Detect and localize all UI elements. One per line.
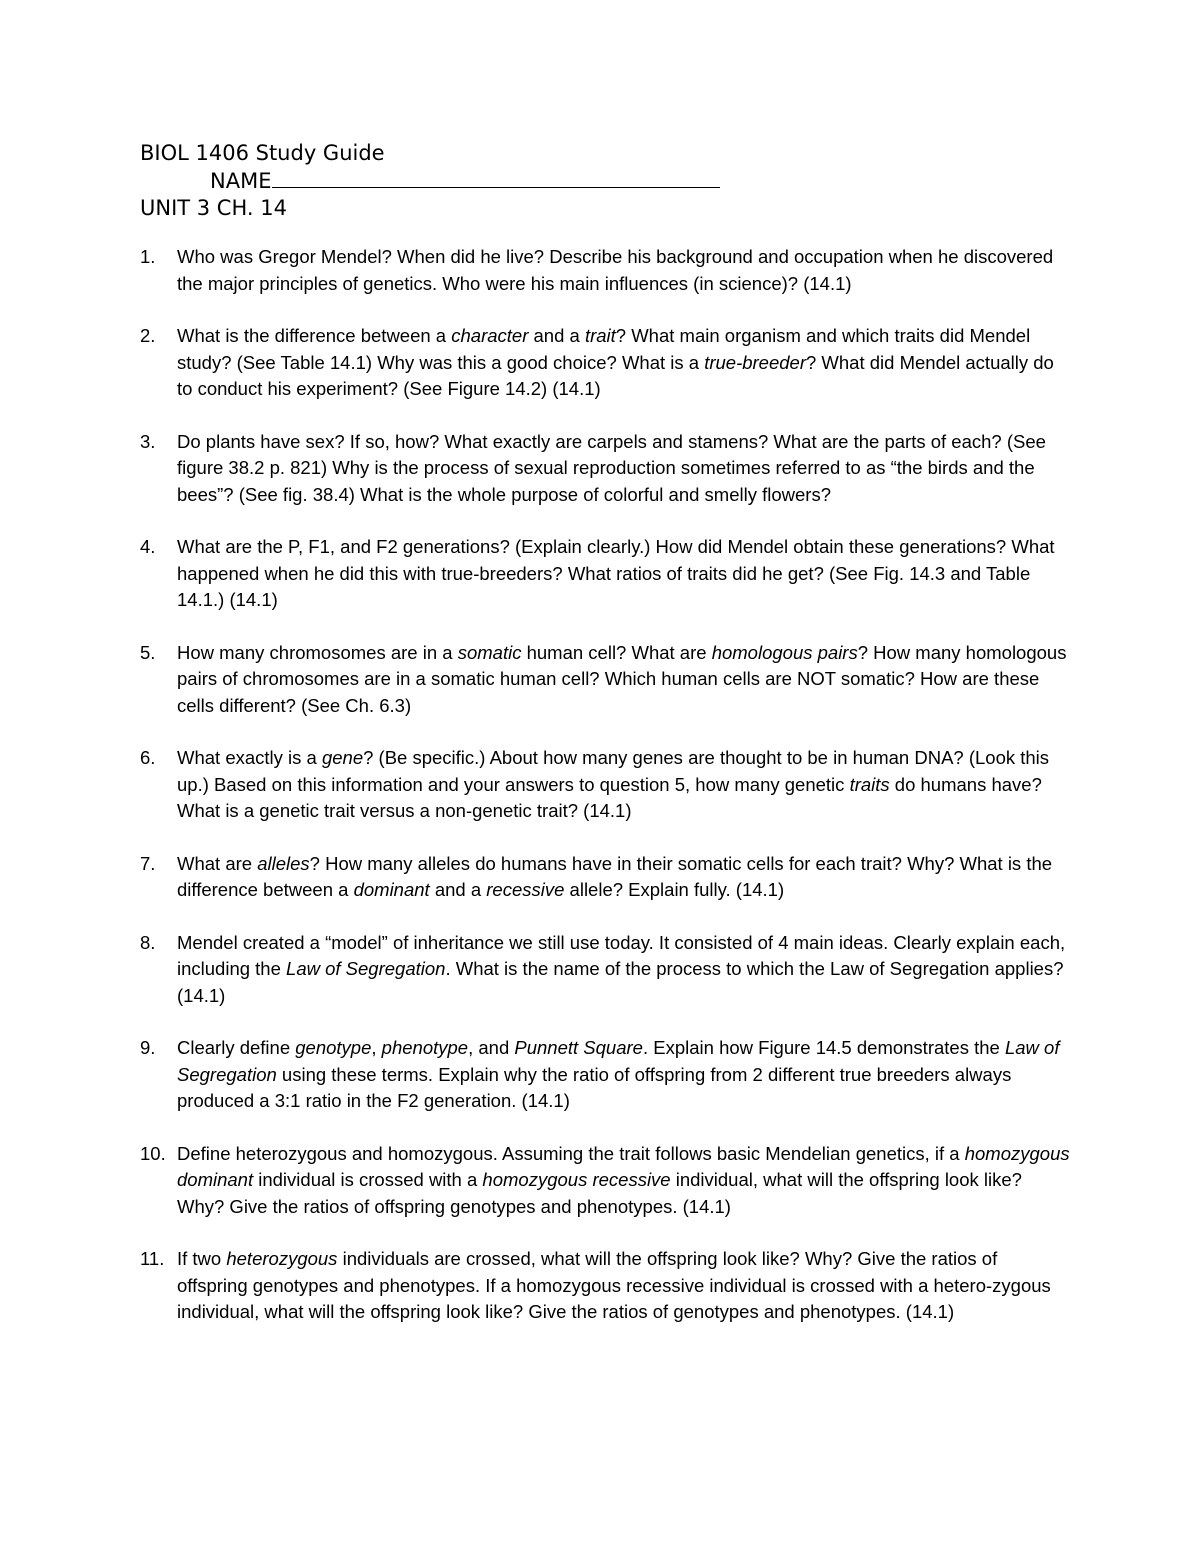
question-number: 3. [140,430,156,452]
question-text-segment: ? How many alleles do humans have in their somatic cells for each trait? Why? What is the difference between a [177,852,1053,900]
italic-term: gene [321,747,364,768]
question-text [177,429,1070,509]
italic-term: alleles [257,852,310,874]
question-item [140,429,1070,509]
italic-term: phenotype [381,1037,469,1058]
question-text-segment: Clearly define [177,1037,296,1058]
italic-term: dominant [353,879,430,900]
question-text-segment: . Explain how Figure 14.5 demonstrates the [642,1037,1005,1058]
italic-term: Law of Segregation [286,958,446,979]
italic-term: homozygous dominant [177,1142,1070,1190]
question-item [140,1141,1070,1221]
question-list [140,244,1070,1352]
question-text [177,1246,1070,1326]
question-number: 11. [140,1248,165,1269]
question-text-segment: ? (Be specific.) About how many genes are thought to be in human DNA? (Look this up.) Based on this information and your answers to question 5, how many genetic [177,747,1050,795]
question-text-segment: individuals are crossed, what will the offspring look like? Why? Give the ratios of offspring genotypes and phenotypes. If a homozygous recessive individual is crossed with a hetero-zygous individual, what will the offspring look like? Give the ratios of genotypes and phenotypes. (14.1) [177,1248,1051,1322]
question-text-segment: . What is the name of the process to which the Law of Segregation applies? (14.1) [177,958,1064,1006]
question-item [140,745,1070,825]
italic-term: homologous pairs [711,641,858,663]
italic-term: traits [849,773,890,795]
course-title: BIOL 1406 Study Guide [140,141,385,165]
name-label: NAME [210,169,272,193]
question-text-segment: do humans have? What is a genetic trait versus a non-genetic trait? (14.1) [177,773,1042,821]
question-item [140,930,1070,1010]
question-text-segment: , [371,1037,382,1058]
question-item [140,323,1070,403]
question-item [140,851,1070,904]
question-text-segment: and a [528,325,585,346]
question-text-segment: What are the P, F1, and F2 generations? (Explain clearly.) How did Mendel obtain these generations? What happened when he did this with true-breeders? What ratios of traits did he get? (See Fig. 14.3 and Table 14.1.) (14.1) [177,536,1055,610]
question-number: 2. [140,325,156,346]
question-text [177,745,1070,825]
question-item [140,1035,1070,1115]
name-blank-line [272,167,720,188]
question-text-segment: How many chromosomes are in a [177,641,458,663]
italic-term: character [451,325,529,346]
question-text [177,930,1070,1010]
question-number: 6. [140,747,156,768]
question-number: 8. [140,931,156,953]
question-text-segment: allele? Explain fully. (14.1) [564,879,785,900]
question-text [177,640,1070,720]
question-text-segment: If two [177,1248,227,1269]
italic-term: Punnett Square [514,1037,643,1058]
question-item [140,244,1070,297]
question-number: 10. [140,1142,166,1164]
italic-term: homozygous recessive [482,1169,671,1190]
question-text-segment: using these terms. Explain why the ratio of offspring from 2 different true breeders always produced a 3:1 ratio in the F2 generation. (14.1) [177,1063,1012,1111]
question-text-segment: Define heterozygous and homozygous. Assuming the trait follows basic Mendelian genetics, if a [177,1142,965,1164]
question-text-segment: What are [177,852,258,874]
question-text-segment: human cell? What are [521,641,712,663]
question-text-segment: What exactly is a [177,747,322,768]
name-field [140,167,720,195]
question-number: 5. [140,641,156,663]
question-text-segment: ? What main organism and which traits did Mendel study? (See Table 14.1) Why was this a good choice? What is a [177,325,1031,373]
document-header [140,140,720,222]
question-text [177,851,1070,904]
italic-term: recessive [486,879,565,900]
italic-term: somatic [457,641,522,663]
question-text [177,534,1070,614]
question-number: 9. [140,1037,156,1058]
question-text-segment: ? What did Mendel actually do to conduct his experiment? (See Figure 14.2) (14.1) [177,351,1054,399]
question-number: 4. [140,536,156,557]
question-text [177,244,1070,297]
italic-term: heterozygous [226,1248,338,1269]
question-text-segment: individual is crossed with a [253,1169,483,1190]
question-text-segment: ? How many homologous pairs of chromosomes are in a somatic human cell? Which human cells are NOT somatic? How are these cells different? (See Ch. 6.3) [177,641,1067,716]
question-item [140,534,1070,614]
unit-heading: UNIT 3 CH. 14 [140,196,287,220]
question-number: 7. [140,852,156,874]
question-text-segment: , and [468,1037,515,1058]
question-item [140,1246,1070,1326]
question-text-segment: Do plants have sex? If so, how? What exactly are carpels and stamens? What are the parts of each? (See figure 38.2 p. 821) Why is the process of sexual reproduction sometimes referred to as “the birds and the bees”? (See fig. 38.4) What is the whole purpose of colorful and smelly flowers? [177,430,1046,505]
italic-term: genotype [295,1037,372,1058]
question-text-segment: Who was Gregor Mendel? When did he live? Describe his background and occupation when he discovered the major principles of genetics. Who were his main influences (in science)? (14.1) [177,246,1054,294]
question-text-segment: individual, what will the offspring look like? Why? Give the ratios of offspring genotypes and phenotypes. (14.1) [177,1169,1022,1217]
italic-term: true-breeder [704,351,806,373]
question-text [177,1141,1070,1221]
question-text [177,323,1070,403]
question-text [177,1035,1070,1115]
question-text-segment: What is the difference between a [177,325,452,346]
italic-term: trait [584,325,616,346]
question-number: 1. [140,246,156,267]
question-item [140,640,1070,720]
italic-term: Law of Segregation [177,1037,1060,1085]
question-text-segment: and a [429,879,487,900]
question-text-segment: Mendel created a “model” of inheritance we still use today. It consisted of 4 main ideas. Clearly explain each, including the [177,931,1066,979]
